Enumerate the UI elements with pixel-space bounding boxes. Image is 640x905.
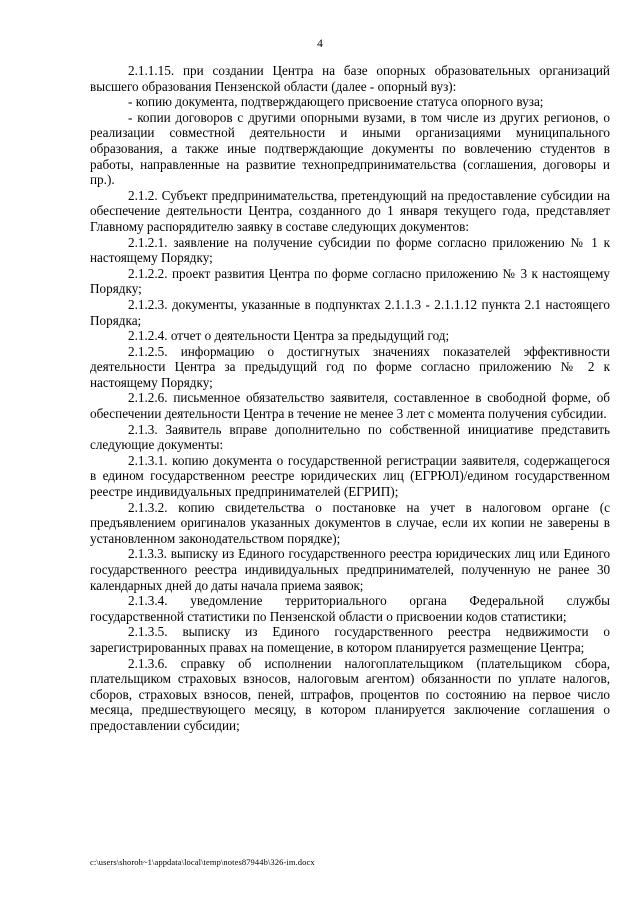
paragraph-2-1-2-1: 2.1.2.1. заявление на получение субсидии по форме согласно приложению № 1 к настоящему Порядку; <box>90 234 610 266</box>
paragraph-2-1-3-4: 2.1.3.4. уведомление территориального органа Федеральной службы государственной статистики по Пензенской области о присвоении кодов статистики; <box>90 593 610 624</box>
paragraph-2-1-3-2: 2.1.3.2. копию свидетельства о постановке на учет в налоговом органе (с предъявлением оригиналов указанных документов в случае, если их копии не заверены в установленном законодательством порядке); <box>90 499 610 546</box>
footer-file-path: c:\users\shoroh~1\appdata\local\temp\notes87944b\326-im.docx <box>90 857 315 867</box>
paragraph-2-1-2-4: 2.1.2.4. отчет о деятельности Центра за предыдущий год; <box>128 328 450 344</box>
paragraph-dash-1: - копию документа, подтверждающего присвоение статуса опорного вуза; <box>128 94 544 110</box>
paragraph-2-1-2-5: 2.1.2.5. информацию о достигнутых значениях показателей эффективности деятельности Центра за предыдущий год по форме согласно приложению № 2 к настоящему Порядку; <box>90 343 610 390</box>
paragraph-2-1-3-1: 2.1.3.1. копию документа о государственной регистрации заявителя, содержащегося в едином государственном реестре юридических лиц (ЕГРЮЛ)/едином государственном реестре индивидуальных предпринимателей (ЕГРИП); <box>90 452 610 500</box>
paragraph-2-1-3-6: 2.1.3.6. справку об исполнении налогоплательщиком (плательщиком сбора, плательщиком страховых взносов, налоговым агентом) обязанности по уплате налогов, сборов, страховых взносов, пеней, штрафов, процентов по состоянию на первое число месяца, предшествующего месяцу, в котором планируется заключение соглашения о предоставлении субсидии; <box>90 655 610 733</box>
paragraph-dash-2: - копии договоров с другими опорными вузами, в том числе из других регионов, о реализации совместной деятельности и иными организациями муниципального образования, а также иные подтверждающие документы по вовлечению студентов в работы, направленные на развитие технопредпринимательства (соглашения, договоры и пр.). <box>90 109 610 188</box>
paragraph-2-1-2: 2.1.2. Субъект предпринимательства, претендующий на предоставление субсидии на обеспечение деятельности Центра, созданного до 1 января текущего года, представляет Главному распорядителю заявку в составе следующих документов: <box>90 187 610 234</box>
paragraph-2-1-3: 2.1.3. Заявитель вправе дополнительно по собственной инициативе представить следующие документы: <box>90 421 610 453</box>
page-number: 4 <box>317 38 323 50</box>
document-body <box>90 63 610 734</box>
paragraph-2-1-2-6: 2.1.2.6. письменное обязательство заявителя, составленное в свободной форме, об обеспечении деятельности Центра в течение не менее 3 лет с момента получения субсидии. <box>90 390 610 422</box>
paragraph-2-1-2-3: 2.1.2.3. документы, указанные в подпунктах 2.1.1.3 - 2.1.1.12 пункта 2.1 настоящего Порядка; <box>90 296 610 328</box>
paragraph-2-1-1-15: 2.1.1.15. при создании Центра на базе опорных образовательных организаций высшего образования Пензенской области (далее - опорный вуз): <box>90 63 610 94</box>
paragraph-2-1-3-3: 2.1.3.3. выписку из Единого государственного реестра юридических лиц или Единого государственного реестра индивидуальных предпринимателей, полученную не ранее 30 календарных дней до даты начала приема заявок; <box>90 546 610 593</box>
paragraph-2-1-3-5: 2.1.3.5. выписку из Единого государственного реестра недвижимости о зарегистрированных правах на помещение, в котором планируется размещение Центра; <box>90 624 610 655</box>
paragraph-2-1-2-2: 2.1.2.2. проект развития Центра по форме согласно приложению № 3 к настоящему Порядку; <box>90 265 610 297</box>
